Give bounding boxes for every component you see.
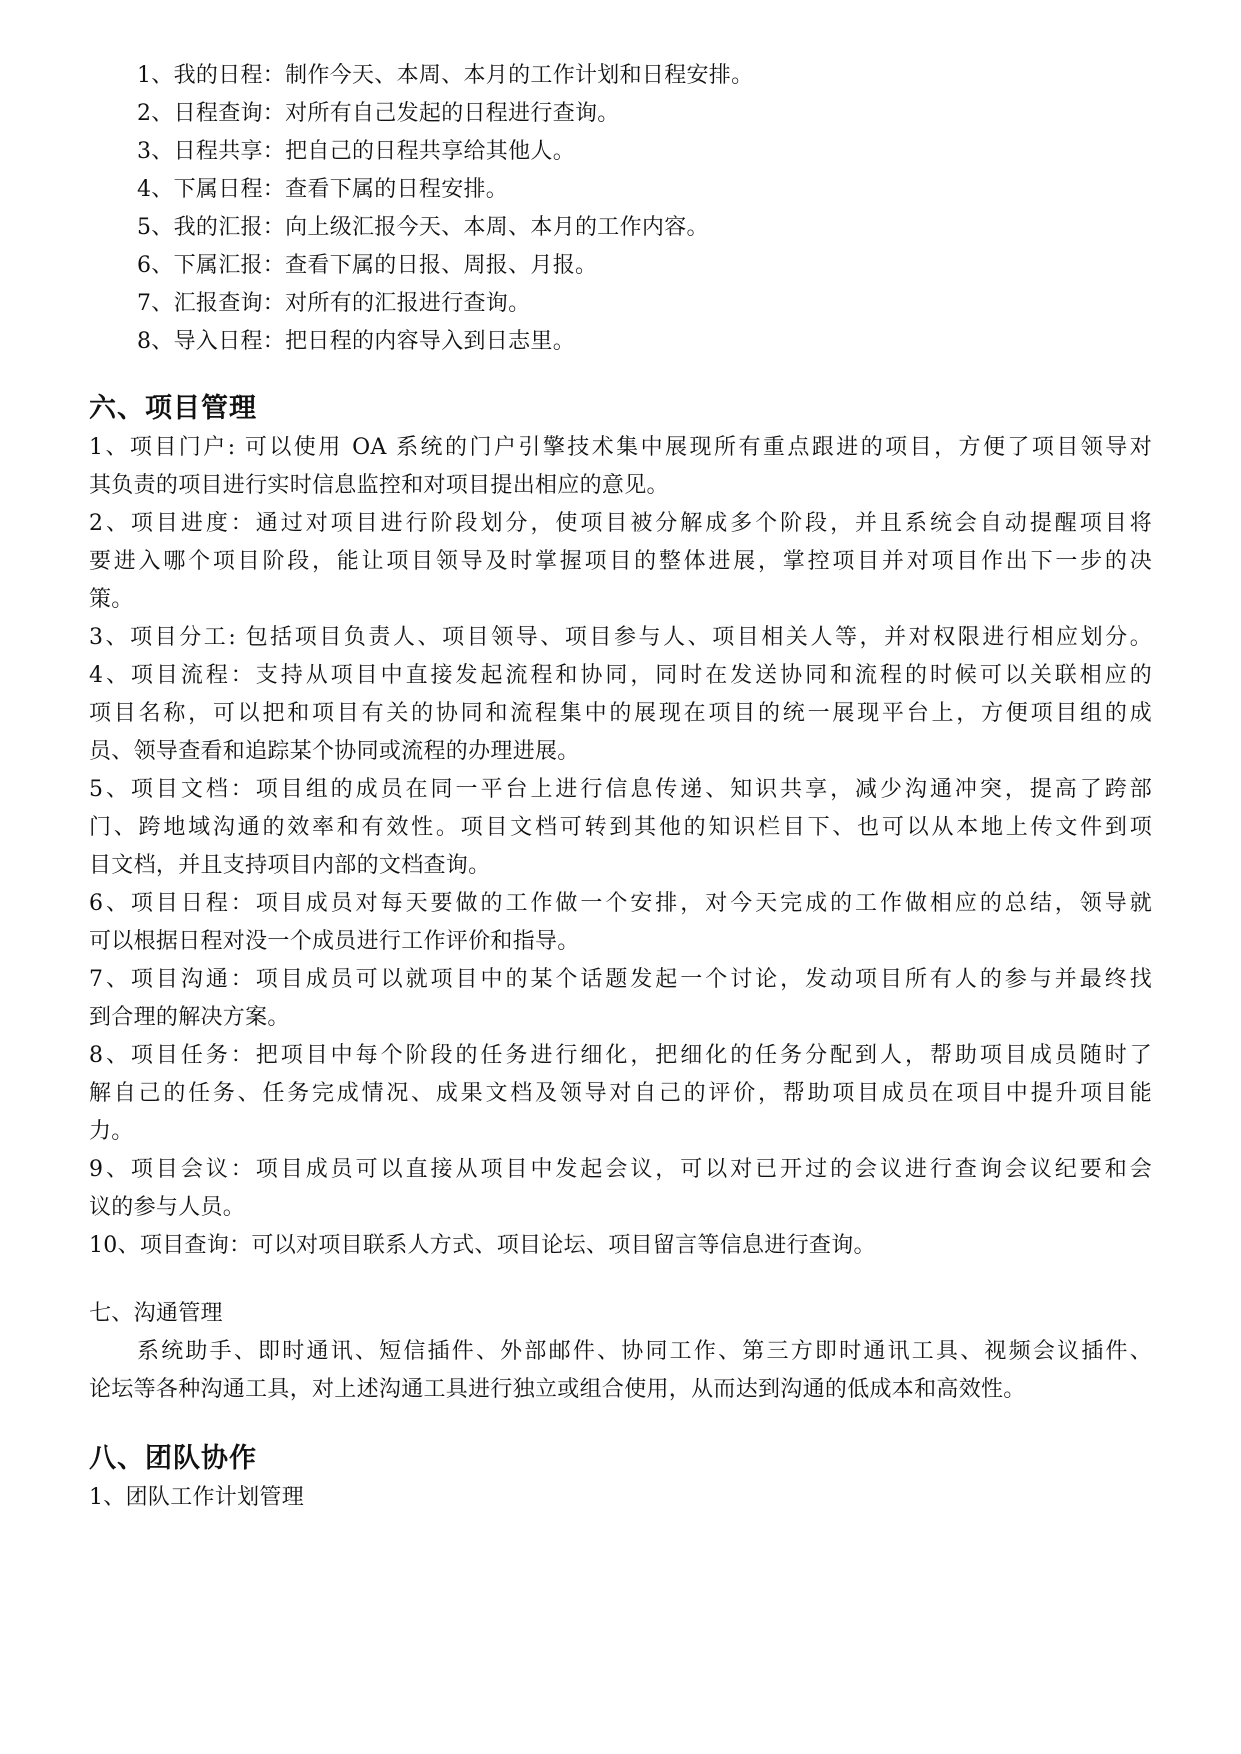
schedule-item: 7、汇报查询：对所有的汇报进行查询。 [137, 291, 531, 316]
paragraph-line: 8、项目任务：把项目中每个阶段的任务进行细化，把细化的任务分配到人，帮助项目成员随时了 [89, 1043, 1152, 1068]
paragraph-line: 策。 [89, 587, 134, 612]
paragraph-line: 解自己的任务、任务完成情况、成果文档及领导对自己的评价，帮助项目成员在项目中提升项目能 [89, 1081, 1152, 1106]
schedule-item: 1、我的日程：制作今天、本周、本月的工作计划和日程安排。 [137, 63, 754, 88]
paragraph-line: 到合理的解决方案。 [89, 1005, 290, 1030]
paragraph-line: 9、项目会议：项目成员可以直接从项目中发起会议，可以对已开过的会议进行查询会议纪要和会 [89, 1157, 1152, 1182]
paragraph-line: 5、项目文档：项目组的成员在同一平台上进行信息传递、知识共享，减少沟通冲突，提高了跨部 [89, 777, 1152, 802]
paragraph-line: 7、项目沟通：项目成员可以就项目中的某个话题发起一个讨论，发动项目所有人的参与并最终找 [89, 967, 1152, 992]
paragraph-line: 门、跨地域沟通的效率和有效性。项目文档可转到其他的知识栏目下、也可以从本地上传文件到项 [89, 815, 1152, 840]
section-heading-project-management: 六、项目管理 [89, 393, 257, 424]
paragraph-line: 目文档，并且支持项目内部的文档查询。 [89, 853, 491, 878]
paragraph-line: 议的参与人员。 [89, 1195, 246, 1220]
paragraph-line: 3、项目分工: 包括项目负责人、项目领导、项目参与人、项目相关人等，并对权限进行相应划分。 [89, 625, 1152, 650]
paragraph-line: 2、项目进度：通过对项目进行阶段划分，使项目被分解成多个阶段，并且系统会自动提醒项目将 [89, 511, 1152, 536]
paragraph-line: 员、领导查看和追踪某个协同或流程的办理进展。 [89, 739, 580, 764]
schedule-item: 5、我的汇报：向上级汇报今天、本周、本月的工作内容。 [137, 215, 709, 240]
paragraph-line: 1、团队工作计划管理 [89, 1485, 304, 1510]
paragraph-line: 10、项目查询：可以对项目联系人方式、项目论坛、项目留言等信息进行查询。 [89, 1233, 876, 1258]
schedule-item: 3、日程共享：把自己的日程共享给其他人。 [137, 139, 575, 164]
paragraph-line: 论坛等各种沟通工具，对上述沟通工具进行独立或组合使用，从而达到沟通的低成本和高效性。 [89, 1377, 1026, 1402]
paragraph-line: 6、项目日程：项目成员对每天要做的工作做一个安排，对今天完成的工作做相应的总结，领导就 [89, 891, 1152, 916]
schedule-item: 6、下属汇报：查看下属的日报、周报、月报。 [137, 253, 598, 278]
schedule-item: 2、日程查询：对所有自己发起的日程进行查询。 [137, 101, 620, 126]
paragraph-line: 项目名称，可以把和项目有关的协同和流程集中的展现在项目的统一展现平台上，方便项目组的成 [89, 701, 1152, 726]
section-heading-team-collaboration: 八、团队协作 [89, 1443, 257, 1474]
paragraph-line: 其负责的项目进行实时信息监控和对项目提出相应的意见。 [89, 473, 669, 498]
section-heading-communication: 七、沟通管理 [89, 1301, 223, 1326]
paragraph-line: 要进入哪个项目阶段，能让项目领导及时掌握项目的整体进展，掌控项目并对项目作出下一步的决 [89, 549, 1152, 574]
paragraph-line: 1、项目门户: 可以使用 OA 系统的门户引擎技术集中展现所有重点跟进的项目，方便了项目领导对 [89, 435, 1152, 460]
paragraph-line: 力。 [89, 1119, 134, 1144]
schedule-item: 8、导入日程：把日程的内容导入到日志里。 [137, 329, 575, 354]
schedule-item: 4、下属日程：查看下属的日程安排。 [137, 177, 509, 202]
paragraph-line: 可以根据日程对没一个成员进行工作评价和指导。 [89, 929, 580, 954]
paragraph-line: 4、项目流程：支持从项目中直接发起流程和协同，同时在发送协同和流程的时候可以关联相应的 [89, 663, 1152, 688]
paragraph-line: 系统助手、即时通讯、短信插件、外部邮件、协同工作、第三方即时通讯工具、视频会议插件、 [137, 1339, 1152, 1364]
